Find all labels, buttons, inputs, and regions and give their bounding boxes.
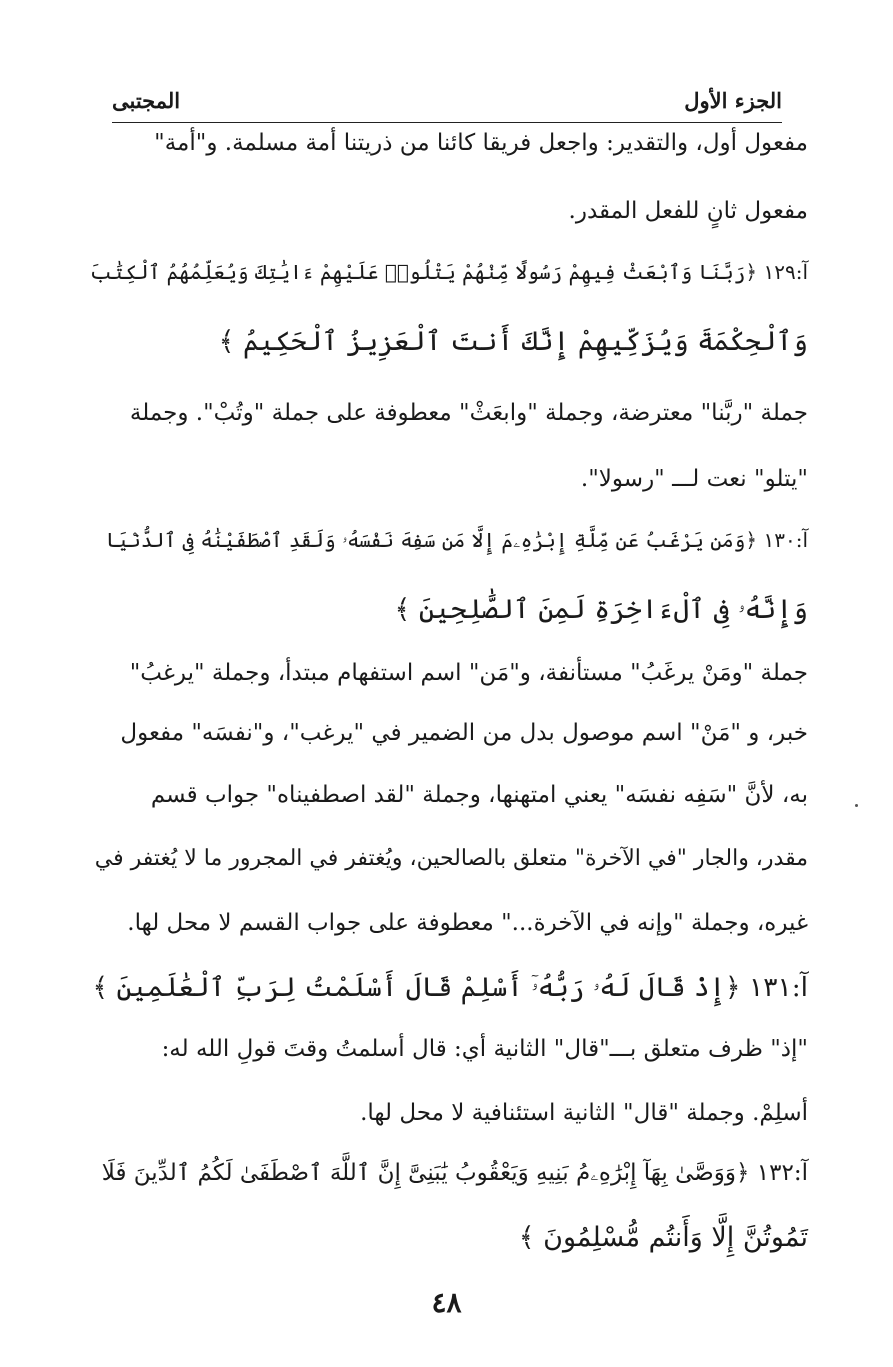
- ayah-132-line-2: تَمُوتُنَّ إِلَّا وَأَنتُم مُّسْلِمُونَ ﴾: [518, 1222, 808, 1253]
- ayah-130-line-2: وَإِنَّهُۥ فِى ٱلْءَاخِرَةِ لَمِنَ ٱلصَّٰلِحِينَ ﴾: [394, 594, 808, 625]
- book-title: المجتبى: [112, 88, 181, 113]
- ayah-130-line-1: آ:١٣٠ ﴿وَمَن يَرْغَبُ عَن مِّلَّةِ إِبْرَٰهِۦمَ إِلَّا مَن سَفِهَ نَفْسَهُۥ وَلَقَدِ ٱصْطَفَيْنَٰهُ فِى ٱلدُّنْيَا: [105, 528, 808, 552]
- part-title: الجزء الأول: [684, 88, 782, 113]
- text-line-3: جملة "ربَّنا" معترضة، وجملة "وابعَثْ" معطوفة على جملة "وتُبْ". وجملة: [129, 400, 808, 426]
- margin-mark: [855, 804, 858, 807]
- text-line-4: "يتلو" نعت لـــ "رسولا".: [580, 466, 808, 492]
- ayah-129-line-1: آ:١٢٩ ﴿رَبَّنَا وَٱبْعَثْ فِيهِمْ رَسُولًا مِّنْهُمْ يَتْلُوا۟ عَلَيْهِمْ ءَايَٰتِكَ وَيُعَلِّمُهُمُ ٱلْكِتَٰبَ: [89, 260, 808, 284]
- ayah-132-line-1: آ:١٣٢ ﴿وَوَصَّىٰ بِهَآ إِبْرَٰهِۦمُ بَنِيهِ وَيَعْقُوبُ يَٰبَنِىَّ إِنَّ ٱللَّهَ ٱصْطَفَىٰ لَكُمُ ٱلدِّينَ فَلَا: [101, 1160, 808, 1186]
- text-line-8: مقدر، والجار "في الآخرة" متعلق بالصالحين، ويُغتفر في المجرور ما لا يُغتفر في: [94, 846, 808, 871]
- running-header: [112, 82, 782, 123]
- ayah-131: آ:١٣١ ﴿إِذْ قَالَ لَهُۥ رَبُّهُۥٓ أَسْلِمْ قَالَ أَسْلَمْتُ لِرَبِّ ٱلْعَٰلَمِينَ ﴾: [92, 972, 808, 1003]
- page-number: ٤٨: [431, 1286, 462, 1319]
- text-line-5: جملة "ومَنْ يرغَبُ" مستأنفة، و"مَن" اسم استفهام مبتدأ، وجملة "يرغبُ": [129, 660, 808, 686]
- text-line-7: به، لأنَّ "سَفِه نفسَه" يعني امتهنها، وجملة "لقد اصطفيناه" جواب قسم: [150, 782, 808, 808]
- text-line-10: "إذ" ظرف متعلق بـــ"قال" الثانية أي: قال أسلمتُ وقتَ قولِ الله له:: [161, 1036, 808, 1062]
- text-line-6: خبر، و "مَنْ" اسم موصول بدل من الضمير في "يرغب"، و"نفسَه" مفعول: [120, 720, 808, 746]
- text-line-9: غيره، وجملة "وإنه في الآخرة..." معطوفة على جواب القسم لا محل لها.: [127, 910, 808, 936]
- text-line-2: مفعول ثانٍ للفعل المقدر.: [568, 198, 808, 224]
- ayah-129-line-2: وَٱلْحِكْمَةَ وَيُزَكِّيهِمْ إِنَّكَ أَنتَ ٱلْعَزِيزُ ٱلْحَكِيمُ ﴾: [218, 326, 808, 357]
- text-line-1: مفعول أول، والتقدير: واجعل فريقا كائنا من ذريتنا أمة مسلمة. و"أمة": [154, 130, 808, 156]
- text-line-11: أسلِمْ. وجملة "قال" الثانية استئنافية لا محل لها.: [360, 1100, 808, 1126]
